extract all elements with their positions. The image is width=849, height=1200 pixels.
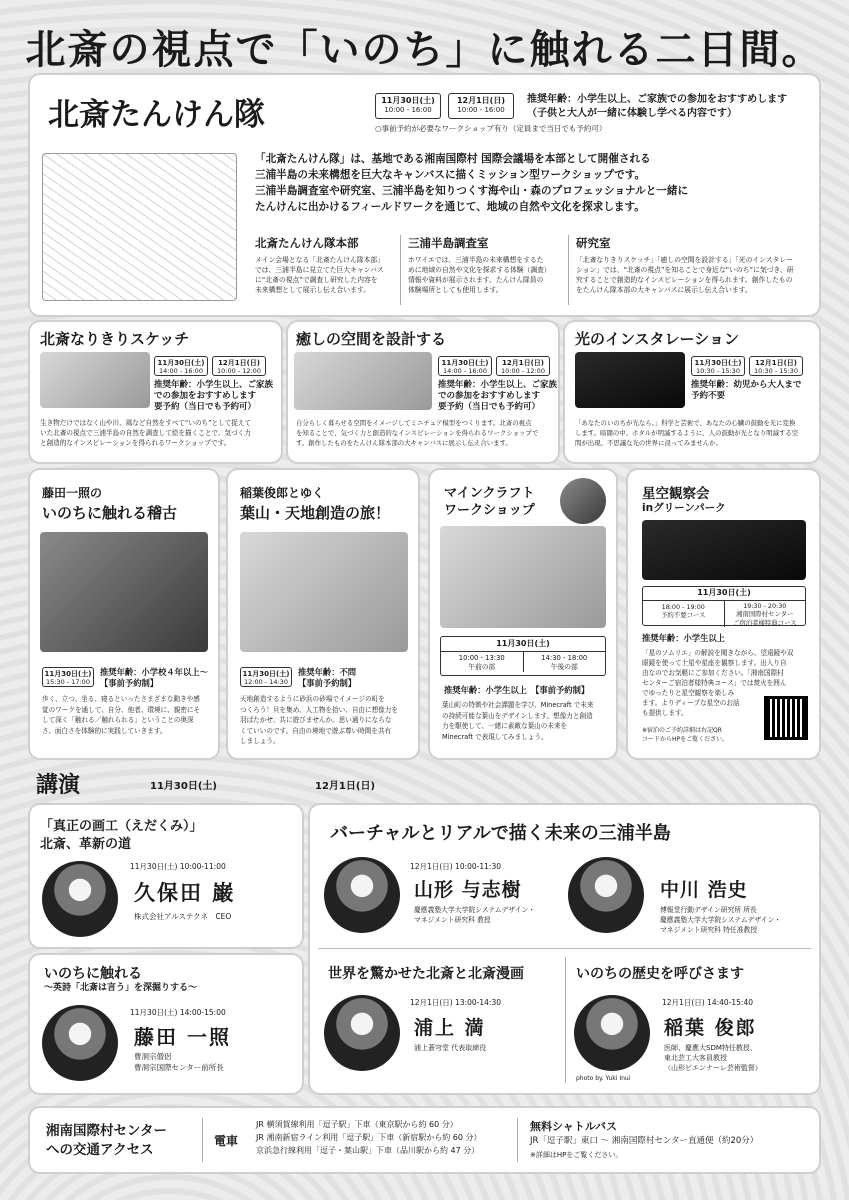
body-line: を知ることで、気づく力と創造的なインスピレーションを得られるワークショップで (296, 429, 539, 437)
col-line: 「北斎なりきりスケッチ」「癒しの空間を設計する」「光のインスタレー (576, 256, 793, 264)
body-line: 羽ばたかせ、共に遊びませんか。思い通りにならな (240, 716, 392, 724)
time-label: 10:00 - 12:00 (501, 367, 545, 375)
body-line: いた北斎の視点で三浦半島の自然を調査して絵を描くことで、気づく力 (40, 429, 251, 437)
access-heading-line: への交通アクセス (46, 1142, 154, 1158)
ws-card-sketch (30, 322, 281, 462)
speaker-photo-kubota (42, 861, 118, 937)
ws-card-space (288, 322, 558, 462)
col-line: に“北斎の視点”で調査し研究した内容を (255, 276, 378, 284)
body-line: します。暗闇の中、ホタルが明滅するように、人の鼓動が光となり明滅する空 (575, 429, 799, 437)
speaker-photo-yamagata (324, 857, 400, 933)
page-headline: 北斎の視点で「いのち」に触れる二日間。 (25, 27, 824, 73)
body-line: 力を駆使して、一緒に素敵な葉山の未来を (442, 722, 568, 730)
time-label: 10:30 - 15:30 (696, 367, 740, 375)
session-time: 18:00 - 19:00 (661, 602, 705, 611)
body-line: 眼鏡を使って土星や星座を観察します。出入り自 (642, 659, 787, 667)
event-card-stargazing (628, 470, 819, 758)
lecture-day1: 11月30日(土) (150, 781, 217, 792)
age-line: 推奨年齢：小学生以上、ご家族 (154, 380, 274, 390)
date-label: 11月30日(土) (441, 359, 489, 367)
time-label: 10:30 - 15:30 (754, 367, 798, 375)
col-body (576, 255, 811, 295)
speaker-name: 藤田 一照 (134, 1025, 231, 1049)
org-line: （山形ビエンナーレ芸術監督） (664, 1064, 762, 1072)
col-body (255, 255, 405, 295)
bus-label: 無料シャトルバス (530, 1120, 618, 1133)
reserve-line: 要予約（当日でも予約可） (438, 402, 541, 412)
speaker-name: 山形 与志樹 (414, 879, 522, 901)
time-label: 15:30 - 17:00 (46, 678, 90, 686)
tanken-reserve-note: ○事前予約が必要なワークショップ有り（定員まで当日でも予約可） (375, 124, 607, 133)
col-line: 体験場所としても使用します。 (408, 286, 503, 294)
ws-card-light (565, 322, 819, 462)
col-divider (400, 235, 401, 305)
lecture-card-fujita (30, 955, 302, 1093)
body-line: 由なのでお気軽にご参加ください。「湘南国際村 (642, 669, 784, 677)
session-label: 湘南国際村センター (736, 610, 794, 618)
speaker-org (660, 905, 781, 935)
speaker-name: 中川 浩史 (660, 879, 748, 901)
access-divider (517, 1118, 518, 1162)
speaker-org (134, 1051, 224, 1073)
ws-age (154, 380, 273, 413)
col-line: 究することで創造的なインスピレーションを得られます。創作したもの (576, 276, 793, 284)
lecture-time: 12月1日(日) 13:00-14:30 (410, 998, 501, 1007)
body-line: して深く「触れる／触れられる」ということの奥深 (42, 716, 194, 724)
lecture-time: 12月1日(日) 14:40-15:40 (662, 998, 753, 1007)
org-line: 博報堂行動デザイン研究所 所長 (660, 906, 757, 914)
event-star-photo (642, 520, 806, 580)
body-line: 天地創造するように砂浜の砂場でイメージの町を (240, 695, 385, 703)
age-line: 推奨年齢：不問 (298, 667, 357, 677)
age-line: 推奨年齢：小学生以上、ご家族 (438, 380, 558, 390)
age-line: 推奨年齢：小学校４年以上～ (100, 667, 208, 677)
ws-date (496, 356, 550, 376)
lecture-heading: バーチャルとリアルで描く未来の三浦半島 (330, 823, 671, 844)
tanken-age-sub: （子供と大人が一緒に体験し学べる内容です） (527, 108, 737, 119)
lecture-subheading: ～英詩「北斎は言う」を深掘りする～ (44, 983, 198, 993)
lecture-heading: いのちの歴史を呼びさます (576, 966, 744, 982)
train-label: 電車 (214, 1134, 239, 1148)
tanken-col-lab (576, 235, 811, 295)
ws-age (438, 380, 557, 413)
body-line: 葉山町の特徴や社会課題を学び、Minecraft で未来 (442, 701, 594, 709)
org-line: マネジメント研究科 教授 (414, 916, 491, 924)
ws-light-photo (575, 352, 685, 408)
speaker-photo-fujita (42, 1005, 118, 1081)
ws-date (212, 356, 266, 376)
age-line: での参加をおすすめします (438, 391, 541, 401)
speaker-photo-urakami (324, 995, 400, 1071)
col-line: をたんけん隊本部の大キャンバスに展示し伝え合います。 (576, 286, 752, 294)
age-line: 予約不要 (691, 391, 726, 401)
speaker-photo-inaba (574, 995, 650, 1071)
date-label: 11月30日(土) (242, 670, 290, 678)
tanken-col-hq (255, 235, 405, 295)
event-minecraft-badge (560, 478, 606, 524)
tanken-card (30, 75, 819, 315)
ws-body (296, 418, 538, 448)
body-line: ます。よりディープな星空のお話 (642, 699, 740, 707)
access-heading-line: 湘南国際村センター (46, 1123, 167, 1139)
col-line: では、三浦半島に見立てた巨大キャンバス (255, 266, 384, 274)
time-label: 10:00 - 16:00 (457, 106, 505, 114)
event-body (42, 694, 200, 736)
age-line: での参加をおすすめします (154, 391, 257, 401)
date-label: 11月30日(土) (496, 639, 550, 648)
body-line: センターご宿泊者様特典コース」では焚火を囲ん (642, 679, 787, 687)
body-line: と創造的なインスピレーションを得られるワークショップです。 (40, 439, 231, 447)
lecture-col-divider (565, 957, 566, 1083)
event-date (42, 667, 94, 687)
train-routes (256, 1118, 481, 1157)
ws-date (154, 356, 208, 376)
body-line: 歩く、立つ、坐る、寝るといったさまざまな動きや感 (42, 695, 200, 703)
event-card-minecraft (430, 470, 616, 758)
lecture-heading: 北斎、革新の道 (40, 837, 132, 852)
date-label: 12月1日(日) (754, 359, 797, 367)
speaker-name: 浦上 満 (414, 1017, 486, 1039)
date-label: 12月1日(日) (217, 359, 260, 367)
session-row (643, 600, 805, 628)
tanken-intro (255, 151, 688, 215)
session-label: 午後の部 (550, 663, 578, 671)
route-line: JR 横須賀線利用「逗子駅」下車（東京駅から約 60 分） (256, 1120, 458, 1129)
date-label: 12月1日(日) (501, 359, 544, 367)
event-minecraft-photo (440, 526, 606, 628)
ws-body (575, 418, 798, 448)
event-body (240, 694, 398, 747)
event-session-box (642, 586, 806, 626)
time-label: 14:00 - 16:00 (159, 367, 203, 375)
session-label: ご宿泊者様特典コース (732, 618, 797, 627)
body-line: も提供します。 (642, 709, 688, 717)
ws-sketch-photo (40, 352, 150, 408)
lecture-time: 12月1日(日) 10:00-11:30 (410, 862, 501, 871)
session-label: 午前の部 (468, 663, 496, 671)
ws-date (438, 356, 492, 376)
org-line: 東北芸工大客員教授 (664, 1054, 727, 1062)
date-label: 11月30日(土) (44, 670, 92, 678)
lecture-day2: 12月1日(日) (315, 781, 376, 792)
org-line: 曹洞宗国際センター前所長 (134, 1063, 224, 1072)
session-am (441, 652, 524, 672)
session-time: 19:30 - 20:30 (743, 601, 787, 610)
col-body (408, 255, 563, 295)
event-note (642, 726, 728, 744)
body-line: 「星のソムリエ」の解説を聞きながら、望遠鏡や双 (642, 649, 794, 657)
body-line: 生き物だけではなく山や川、風など自然をすべて“いのち”として捉えて (40, 419, 252, 427)
lecture-card-dec1 (310, 805, 819, 1093)
session-label: 予約不要コース (661, 611, 706, 619)
ws-body (40, 418, 251, 448)
org-line: 慶應義塾大学大学院システムデザイン・ (414, 906, 536, 914)
body-line: 自分らしく暮らせる空間をイメージしてミニチュア模型をつくります。北斎の視点 (296, 419, 532, 427)
col-line: メイン会場となる「北斎たんけん隊本部」 (255, 256, 385, 264)
ws-title: 癒しの空間を設計する (296, 330, 447, 348)
time-label: 12:00 - 14:30 (244, 678, 288, 686)
intro-line: たんけんに出かけるフィールドワークを通じて、地域の自然や文化を探求します。 (255, 201, 645, 213)
speaker-org (414, 905, 535, 925)
access-divider (202, 1118, 203, 1162)
col-heading: 三浦半島調査室 (408, 236, 489, 250)
col-line: 未来構想として展示し伝え合います。 (255, 286, 371, 294)
date-label: 11月30日(土) (381, 96, 435, 105)
date-label: 11月30日(土) (694, 359, 742, 367)
body-line: Minecraft で表現してみましょう。 (442, 732, 548, 741)
date-label: 11月30日(土) (697, 588, 751, 597)
ws-title: 北斎なりきりスケッチ (40, 330, 190, 348)
event-title: マインクラフト (444, 486, 535, 501)
date-label: 11月30日(土) (157, 359, 205, 367)
tanken-title: 北斎たんけん隊 (48, 97, 265, 133)
event-title: 稲葉俊郎とゆく (240, 486, 325, 500)
body-line: の持続可能な葉山をデザインします。想像力と創造 (442, 711, 593, 720)
reserve-line: 要予約（当日でも予約可） (154, 402, 257, 412)
event-title: いのちに触れる稽古 (42, 504, 178, 522)
ws-date (749, 356, 803, 376)
col-line: ション」では、“北斎の視点”を知ることで身近な“いのち”に気づき、研 (576, 266, 794, 274)
event-title: 藤田一照の (42, 486, 103, 500)
lecture-heading: 世界を驚かせた北斎と北斎漫画 (328, 966, 524, 982)
org-line: 慶應義塾大学大学院システムデザイン・ (660, 916, 782, 924)
reserve-line: 【事前予約制】 (298, 678, 357, 688)
access-card (30, 1108, 819, 1172)
event-body (442, 700, 593, 742)
lecture-heading: いのちに触れる (44, 966, 142, 982)
body-line: 間が出現。不思議な光の世界に浸ってみませんか。 (575, 439, 722, 447)
lecture-card-kubota (30, 805, 302, 947)
body-line: つくろう！貝を集め、人工物を拾い、自由に想像力を (240, 705, 398, 714)
event-age (100, 667, 208, 689)
org-line: 曹洞宗僧侶 (134, 1052, 172, 1061)
lecture-heading: 「真正の画工（えだくみ）」 (40, 819, 203, 834)
col-heading: 北斎たんけん隊本部 (255, 236, 359, 250)
speaker-name: 久保田 巌 (134, 881, 236, 905)
time-label: 10:00 - 16:00 (384, 106, 432, 114)
event-title: inグリーンパーク (642, 502, 726, 514)
intro-line: 「北斎たんけん隊」は、基地である湘南国際村 国際会議場を本部として開催される (255, 153, 651, 165)
ws-space-photo (294, 352, 432, 410)
lecture-time: 11月30日(土) 14:00-15:00 (130, 1008, 226, 1017)
note-line: コードからHPをご覧ください。 (642, 736, 729, 743)
col-heading: 研究室 (576, 236, 611, 250)
time-label: 10:00 - 12:00 (217, 367, 261, 375)
event-date (240, 667, 292, 687)
access-heading (46, 1122, 167, 1160)
event-hayama-photo (240, 532, 408, 652)
qr-code[interactable] (764, 696, 808, 740)
route-line: JR 湘南新宿ライン利用「逗子駅」下車（新宿駅から約 60 分） (256, 1133, 482, 1142)
body-line: す。創作したものをたんけん隊本部の大キャンバスに展示し伝え合います。 (296, 439, 512, 447)
col-line: ホワイエでは、三浦半島の未来構想をするた (408, 256, 544, 264)
event-session-box (440, 636, 606, 676)
event-age: 推奨年齢：小学生以上 【事前予約制】 (444, 685, 590, 695)
route-line: 京浜急行線利用「逗子・葉山駅」下車（品川駅から約 47 分） (256, 1146, 480, 1155)
org-line: 医師、慶應大SDM特任教授、 (664, 1044, 757, 1052)
event-title: ワークショップ (444, 503, 535, 518)
session-time: 10:00 - 13:30 (458, 654, 505, 662)
ws-title: 光のインスタレーション (575, 330, 739, 348)
tanken-col-survey (408, 235, 563, 295)
event-age (298, 667, 356, 689)
speaker-org (664, 1043, 762, 1073)
col-line: めに地域の自然や文化を探求する体験（調査） (408, 266, 551, 274)
event-card-keiko (30, 470, 218, 758)
col-line: 情報や資料が展示されます。たんけん隊員の (408, 276, 544, 284)
session-time: 14:30 - 18:00 (541, 654, 588, 662)
age-line: 推奨年齢：幼児から大人まで (691, 380, 802, 390)
body-line: 「あなたのいのちが光なら。」科学と芸術で、あなたの心臓の鼓動を光に変換 (575, 419, 796, 427)
speaker-org: 浦上蒼穹堂 代表取締役 (414, 1044, 487, 1052)
col-divider (568, 235, 569, 305)
reserve-line: 【事前予約制】 (100, 678, 159, 688)
note-line: ※宿泊のご予約詳細は右記QR (642, 727, 722, 734)
ws-age (691, 380, 802, 402)
ws-date (691, 356, 745, 376)
lecture-inner-divider (318, 948, 811, 949)
time-label: 14:00 - 16:00 (443, 367, 487, 375)
bus-route: JR「逗子駅」東口 ～ 湘南国際村センター直通便（約20分） (530, 1136, 759, 1146)
event-age: 推奨年齢：小学生以上 (642, 633, 725, 643)
tanken-date2 (448, 93, 514, 119)
tanken-sketch-illustration (42, 153, 237, 301)
session-row (441, 651, 605, 672)
body-line: くていいのです。自由の境地で遊ぶ尊い時間を共有 (240, 726, 392, 735)
date-label: 12月1日(日) (456, 96, 505, 105)
speaker-name: 稲葉 俊郎 (664, 1017, 757, 1039)
org-line: マネジメント研究科 特任准教授 (660, 926, 758, 934)
event-title: 星空観察会 (642, 486, 710, 502)
event-keiko-photo (40, 532, 208, 652)
tanken-date1 (375, 93, 441, 119)
body-line: 覚のワークを通して、自分、他者、環境に、親密にそ (42, 705, 201, 714)
body-line: さ、面白さを体験的に実践していきます。 (42, 726, 167, 735)
event-title: 葉山・天地創造の旅！ (240, 504, 391, 522)
speaker-photo-nakagawa (568, 857, 644, 933)
session-pm (524, 652, 606, 672)
intro-line: 三浦半島の未来構想を巨大なキャンバスに描くミッション型ワークショップです。 (255, 169, 646, 181)
bus-note: ※詳細はHPをご覧ください。 (530, 1151, 623, 1159)
speaker-org: 株式会社アルステクネ CEO (134, 912, 232, 921)
session-b (725, 601, 806, 628)
photo-credit: photo by. Yuki Inui (576, 1075, 631, 1082)
body-line: でゆったりと星空観察を楽しみ (642, 689, 735, 697)
session-a (643, 601, 725, 628)
lecture-title: 講演 (36, 773, 81, 798)
intro-line: 三浦半島調査室や研究室、三浦半島を知りつくす海や山・森のプロフェッショナルと一緒に (255, 185, 689, 197)
tanken-age: 推奨年齢：小学生以上、ご家族での参加をおすすめします (527, 94, 788, 105)
event-card-hayama (228, 470, 418, 758)
lecture-time: 11月30日(土) 10:00-11:00 (130, 862, 226, 871)
body-line: しましょう。 (240, 737, 280, 745)
